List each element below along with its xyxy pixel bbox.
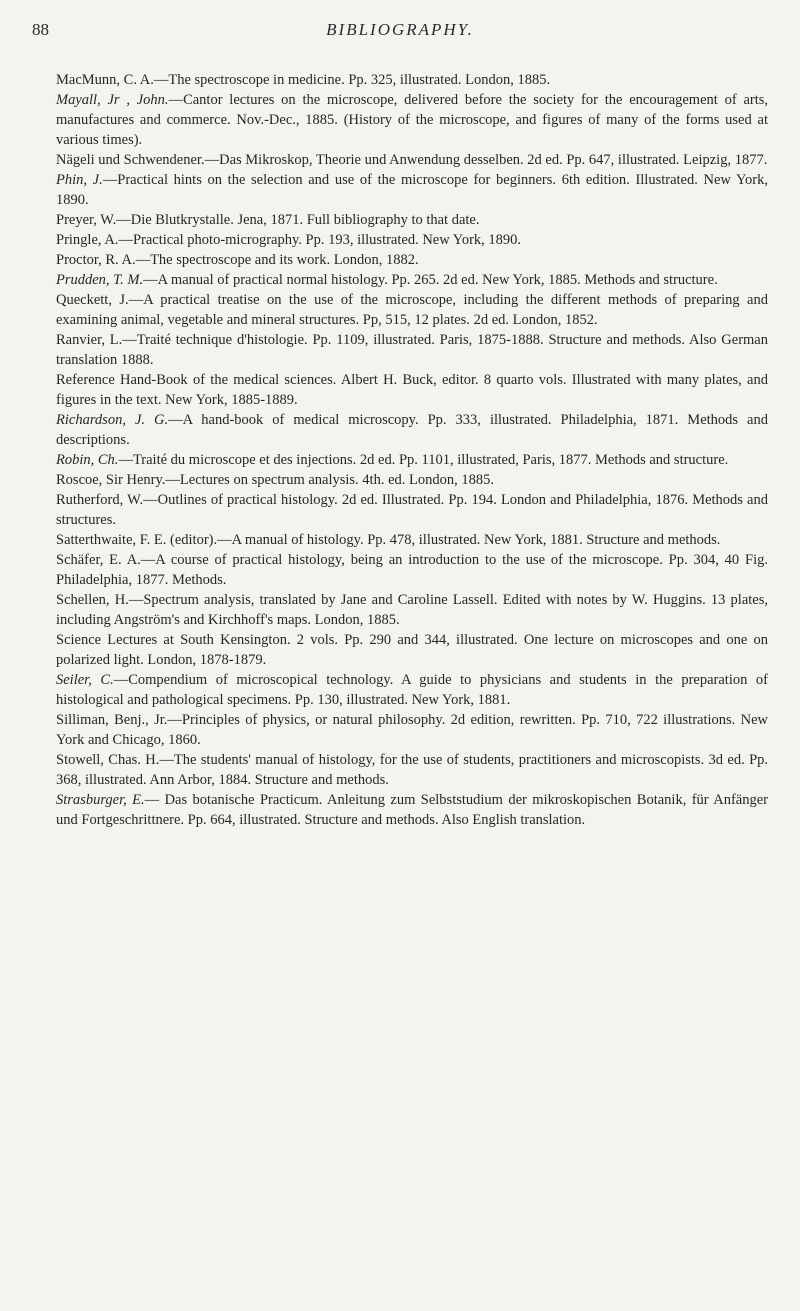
bibliography-entry	[56, 170, 768, 210]
bibliography-entry	[56, 450, 768, 470]
entry-author: MacMunn, C. A.	[56, 72, 154, 88]
entry-author: Mayall, Jr , John.	[56, 92, 169, 108]
entry-description: —Cantor lectures on the microscope, delivered before the society for the encouragement of arts, manufactures and commerce. Nov.-Dec., 1885. (History of the microscope, and figures of many of the forms used at various times).	[56, 92, 769, 148]
entry-description: —The spectroscope in medicine. Pp. 325, illustrated. London, 1885.	[153, 72, 551, 88]
entry-author: Richardson, J. G.	[56, 412, 169, 428]
entry-description: Albert H. Buck, editor. 8 quarto vols. Illustrated with many plates, and figures in the text. New York, 1885-1889.	[56, 372, 768, 408]
bibliography-entry	[56, 710, 768, 750]
entry-description: —The spectroscope and its work. London, 1882.	[135, 252, 419, 268]
entry-author: Preyer, W.	[56, 212, 117, 228]
entry-description: —Traité technique d'histologie. Pp. 1109, illustrated. Paris, 1875-1888. Structure and methods. Also German translation 1888.	[56, 332, 768, 368]
entry-description: —Die Blutkrystalle. Jena, 1871. Full bibliography to that date.	[116, 212, 480, 228]
bibliography-entry	[56, 70, 768, 90]
entry-author: Nägeli und Schwendener.	[56, 152, 205, 168]
entry-author: Schäfer, E. A.	[56, 552, 141, 568]
entry-author: Robin, Ch.	[56, 452, 119, 468]
entry-description: (editor).—A manual of histology. Pp. 478, illustrated. New York, 1881. Structure and methods.	[166, 532, 721, 548]
entry-author: Roscoe, Sir Henry.	[56, 472, 166, 488]
entry-author: Strasburger, E.	[56, 792, 145, 808]
bibliography-entry	[56, 270, 768, 290]
bibliography-entry	[56, 550, 768, 590]
running-head: BIBLIOGRAPHY.	[326, 20, 474, 39]
entry-author: Rutherford, W.	[56, 492, 144, 508]
bibliography-entry	[56, 90, 768, 150]
entry-description: —The students' manual of histology, for the use of students, practitioners and microscopists. 3d ed. Pp. 368, illustrated. Ann Arbor, 1884. Structure and methods.	[56, 752, 769, 788]
entry-author: Phin, J.	[56, 172, 103, 188]
entry-description: —A manual of practical normal histology. Pp. 265. 2d ed. New York, 1885. Methods and structure.	[143, 272, 718, 288]
entry-author: Reference Hand-Book of the medical sciences.	[56, 372, 337, 388]
bibliography-entry	[56, 630, 768, 670]
bibliography-list	[56, 70, 768, 830]
page-header	[0, 20, 800, 50]
bibliography-entry	[56, 490, 768, 530]
entry-author: Queckett, J.	[56, 292, 129, 308]
bibliography-entry	[56, 670, 768, 710]
entry-description: —Compendium of microscopical technology. A guide to physicians and students in the preparation of histological and pathological specimens. Pp. 130, illustrated. New York, 1881.	[56, 672, 768, 708]
bibliography-entry	[56, 250, 768, 270]
entry-description: —Das Mikroskop, Theorie und Anwendung desselben. 2d ed. Pp. 647, illustrated. Leipzig, 1877.	[204, 152, 768, 168]
entry-description: —Principles of physics, or natural philosophy. 2d edition, rewritten. Pp. 710, 722 illustrations. New York and Chicago, 1860.	[56, 712, 769, 748]
entry-author: Stowell, Chas. H.	[56, 752, 160, 768]
entry-author: Satterthwaite, F. E.	[56, 532, 167, 548]
page-number: 88	[32, 20, 49, 39]
entry-description: — Das botanische Practicum. Anleitung zum Selbststudium der mikroskopischen Botanik, für Anfänger und Fortgeschrittnere. Pp. 664, illustrated. Structure and methods. Also English translation.	[56, 792, 768, 828]
entry-author: Ranvier, L.	[56, 332, 123, 348]
entry-description: —A course of practical histology, being an introduction to the use of the microscope. Pp. 304, 40 Fig. Philadelphia, 1877. Methods.	[56, 552, 768, 588]
bibliography-entry	[56, 210, 768, 230]
entry-description: 2 vols. Pp. 290 and 344, illustrated. One lecture on microscopes and one on polarized light. London, 1878-1879.	[56, 632, 768, 668]
entry-author: Schellen, H.	[56, 592, 129, 608]
entry-description: —Outlines of practical histology. 2d ed. Illustrated. Pp. 194. London and Philadelphia, 1876. Methods and structures.	[56, 492, 768, 528]
entry-description: —A practical treatise on the use of the microscope, including the different methods of preparing and examining animal, vegetable and mineral structures. Pp, 515, 12 plates. 2d ed. London, 1852.	[56, 292, 768, 328]
entry-description: —Practical hints on the selection and use of the microscope for beginners. 6th edition. Illustrated. New York, 1890.	[56, 172, 769, 208]
entry-author: Proctor, R. A.	[56, 252, 136, 268]
entry-author: Silliman, Benj., Jr.	[56, 712, 168, 728]
bibliography-entry	[56, 290, 768, 330]
entry-description: —Traité du microscope et des injections. 2d ed. Pp. 1101, illustrated, Paris, 1877. Methods and structure.	[118, 452, 729, 468]
bibliography-entry	[56, 410, 768, 450]
entry-description: —A hand-book of medical microscopy. Pp. 333, illustrated. Philadelphia, 1871. Methods and descriptions.	[56, 412, 768, 448]
entry-author: Science Lectures at South Kensington.	[56, 632, 291, 648]
bibliography-entry	[56, 790, 768, 830]
bibliography-entry	[56, 590, 768, 630]
entry-description: —Spectrum analysis, translated by Jane and Caroline Lassell. Edited with notes by W. Huggins. 13 plates, including Angström's and Kirchhoff's maps. London, 1885.	[56, 592, 768, 628]
bibliography-entry	[56, 530, 768, 550]
bibliography-entry	[56, 750, 768, 790]
bibliography-entry	[56, 470, 768, 490]
bibliography-entry	[56, 150, 768, 170]
entry-author: Prudden, T. M.	[56, 272, 144, 288]
entry-author: Pringle, A.	[56, 232, 119, 248]
bibliography-entry	[56, 370, 768, 410]
entry-description: —Lectures on spectrum analysis. 4th. ed. London, 1885.	[165, 472, 495, 488]
bibliography-entry	[56, 230, 768, 250]
bibliography-entry	[56, 330, 768, 370]
entry-description: —Practical photo-micrography. Pp. 193, illustrated. New York, 1890.	[118, 232, 522, 248]
entry-author: Seiler, C.	[56, 672, 114, 688]
